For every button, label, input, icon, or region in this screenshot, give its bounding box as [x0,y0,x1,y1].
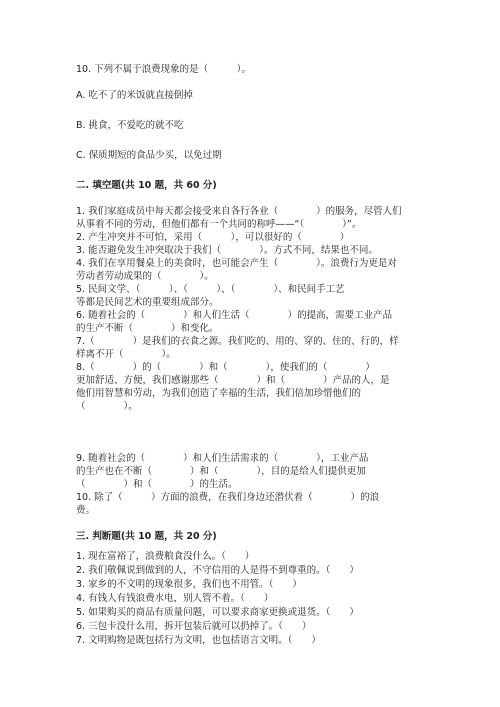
fill-line: 从事着不同的劳动，但他们都有一个共同的称呼——“（ ）”。 [76,219,362,230]
fill-line: 7.（ ）是我们的衣食之源。我们吃的、用的、穿的、住的、行的，样 [76,336,399,347]
judge-line: 4. 有钱人有钱浪费水电，别人管不着。（ ） [76,593,274,604]
fill-line: 等都是民间艺术的重要组成部分。 [76,297,219,308]
section-heading-fill-in: 二. 填空题(共 10 题，共 60 分) [76,180,217,191]
fill-line: 劳动者劳动成果的（ ）。 [76,271,214,282]
question-10-stem: 10. 下列不属于浪费现象的是（ ）。 [76,64,251,75]
fill-line: 4. 我们在享用餐桌上的美食时，也可能会产生（ ）。浪费行为更是对 [76,258,397,269]
fill-line: 1. 我们家庭成员中每天都会接受来自各行各业（ ）的服务，尽管人们 [76,206,402,217]
fill-line: 的生产不断（ ）和变化。 [76,323,219,334]
option-a[interactable]: A. 吃不了的米饭就直接倒掉 [76,90,193,101]
fill-line: 3. 能否避免发生冲突取决于我们（ ）。方式不同，结果也不同。 [76,245,378,256]
judge-line: 7. 文明购物是既包括行为文明，也包括语言文明。（ ） [76,635,321,646]
judge-line: 2. 我们敬佩说到做到的人，不守信用的人是得不到尊重的。（ ） [76,565,359,576]
fill-line: 6. 随着社会的（ ）和人们生活（ ）的提高，需要工业产品 [76,310,393,321]
judge-line: 5. 如果购买的商品有质量问题，可以要求商家更换或退货。（ ） [76,607,359,618]
fill-line: 样离不开（ ）。 [76,349,176,360]
fill-line: 10. 除了（ ）方面的浪费，在我们身边还潜伏着（ ）的浪 [76,492,380,503]
fill-line: 8.（ ）的（ ）和（ ），使我们的（ ） [76,362,375,373]
judge-line: 3. 家乡的不文明的现象很多，我们也不用管。（ ） [76,579,302,590]
option-c[interactable]: C. 保质期短的食品少买，以免过期 [76,150,222,161]
fill-line: 的生产也在不断（ ）和（ ），目的是给人们提供更加 [76,466,366,477]
fill-line: 2. 产生冲突并不可怕，采用（ ），可以很好的（ ） [76,232,350,243]
fill-line: 9. 随着社会的（ ）和人们生活需求的（ ），工业产品 [76,453,369,464]
fill-line: 5. 民间文学、（ ）、（ ）、（ ）、和民间手工艺 [76,284,345,295]
fill-line: （ ）。 [76,401,138,412]
judge-line: 6. 三包卡没什么用，拆开包装后就可以扔掉了。（ ） [76,621,312,632]
fill-line: （ ）和（ ）的生活。 [76,479,238,490]
judge-line: 1. 现在富裕了，浪费粮食没什么。（ ） [76,551,255,562]
section-heading-true-false: 三. 判断题(共 10 题，共 20 分) [76,531,217,542]
option-b[interactable]: B. 挑食，不爱吃的就不吃 [76,120,184,131]
fill-line: 他们用智慧和劳动，为我们创造了幸福的生活，我们倍加珍惜他们的 [76,388,362,399]
fill-line: 更加舒适、方便，我们感谢那些（ ）和（ ）产品的人，是 [76,375,390,386]
fill-line: 费。 [76,505,96,516]
